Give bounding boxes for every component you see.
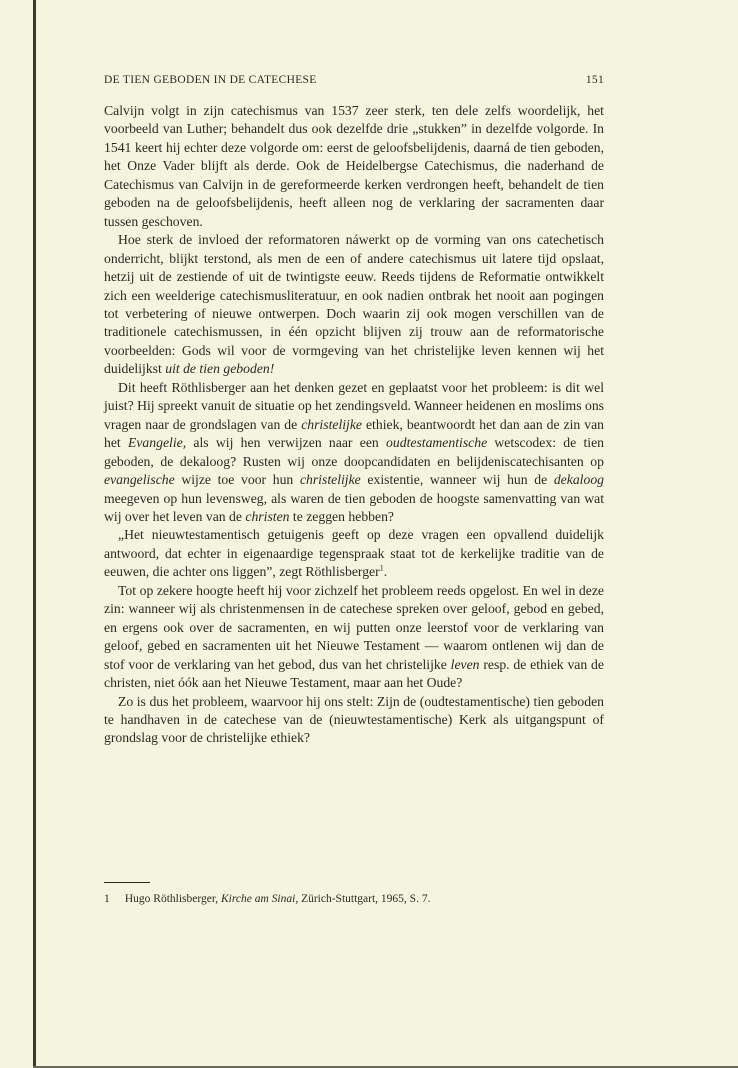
text-run: Tot op zekere hoogte heeft hij voor zichzelf het probleem reeds opgelost. En wel in deze zin: wanneer wij als christenmensen in de catechese spreken over geloof, gebod en gebed, en ergens ook over de sacramenten, en wij putten onze leerstof voor de verklaring van geloof, gebed en sacramenten uit het Nieuwe Testament — waarom ontlenen wij dan de stof voor de verklaring van het gebod, dus van het christelijke — [104, 582, 604, 672]
footnote-number: 1 — [104, 893, 110, 905]
footnote-title: Kirche am Sinai, — [221, 893, 299, 905]
running-title: DE TIEN GEBODEN IN DE CATECHESE — [104, 74, 317, 86]
text-run: als wij hen verwijzen naar een — [186, 435, 387, 451]
text-run: Dit heeft Röthlisberger aan het denken gezet en geplaatst voor het probleem: is dit wel juist? Hij spreekt vanuit de situatie op het zendingsveld. Wanneer heidenen en moslims ons vragen naar de grondslagen van de — [104, 379, 604, 432]
scan-left-edge — [33, 0, 36, 1068]
paragraph-3 — [104, 379, 604, 527]
emphasis-text: christen — [245, 508, 290, 524]
paragraph-6 — [104, 693, 604, 748]
text-run: existentie, wanneer wij hun de — [360, 472, 554, 488]
emphasis-text: leven — [450, 656, 480, 672]
paragraph-1 — [104, 102, 604, 231]
emphasis-text: christelijke — [299, 472, 361, 488]
emphasis-text: evangelische — [104, 472, 175, 488]
text-run: Calvijn volgt in zijn catechismus van 1537 zeer sterk, ten dele zelfs woordelijk, het voorbeeld van Luther; behandelt dus ook dezelfde drie „stukken” in dezelfde volgorde. In 1541 keert hij echter deze volgorde om: eerst de geloofsbelijdenis, daarná de tien geboden, het Onze Vader blijft als derde. Ook de Heidelbergse Catechismus, die naderhand de Catechismus van Calvijn in de gereformeerde kerken verdrongen heeft, behandelt de tien geboden na de geloofsbelijdenis, heeft alleen nog de verklaring der sacramenten daar tussen geschoven. — [104, 103, 604, 229]
paragraph-4 — [104, 526, 604, 581]
text-run: te zeggen hebben? — [289, 508, 395, 524]
footnote-reference: 1 — [379, 563, 384, 573]
paragraph-2 — [104, 231, 604, 379]
running-header — [104, 74, 604, 94]
paragraph-5 — [104, 582, 604, 693]
body-text — [104, 102, 604, 748]
footnote-rule — [104, 882, 150, 883]
text-run: meegeven op hun levensweg, als waren de tien geboden de hoogste samenvatting van wat wij over het leven van de — [104, 490, 604, 524]
text-run: „Het nieuwtestamentisch getuigenis geeft op deze vragen een opvallend duidelijk antwoord, dat echter in eigenaardige tegenspraak staat tot de kerkelijke traditie van de eeuwen, die achter ons liggen”, zegt Röthlisberger — [104, 527, 604, 580]
text-run: . — [383, 564, 388, 580]
footnote-author: Hugo Röthlisberger, — [124, 893, 219, 905]
page-number: 151 — [585, 74, 604, 86]
emphasis-text: uit de tien geboden! — [165, 361, 275, 377]
text-run: Hoe sterk de invloed der reformatoren náwerkt op de vorming van ons catechetisch onderricht, blijkt terstond, als men de een of andere catechismus uit latere tijd opslaat, hetzij uit de zestiende of uit de twintigste eeuw. Reeds tijdens de Reformatie ontwikkelt zich een weelderige catechismusliteratuur, en ook nadien ontbrak het nooit aan pogingen tot verbetering of nieuwe ontwerpen. Doch waarin zij ook mogen verschillen van de traditionele catechismussen, in één opzicht blijven zij trouw aan de reformatorische voorbeelden: Gods wil voor de vormgeving van het christelijke leven kennen wij het duidelijkst — [104, 232, 604, 377]
text-run: resp. de ethiek van de christen, niet óók aan het Nieuwe Testament, maar aan het Oude? — [104, 656, 604, 691]
footnote-rest: Zürich-Stuttgart, 1965, S. 7. — [301, 893, 431, 905]
page-content — [104, 74, 604, 748]
emphasis-text: christelijke — [301, 416, 362, 432]
text-run: wijze toe voor hun — [174, 472, 300, 488]
text-run: Zo is dus het probleem, waarvoor hij ons stelt: Zijn de (oudtestamentische) tien geboden te handhaven in de catechese van de (nieuwtestamentische) Kerk als uitgangspunt of grondslag voor de christelijke ethiek? — [104, 693, 604, 746]
text-run: ethiek, beantwoordt het dan aan de zin van het — [104, 416, 605, 451]
emphasis-text: oudtestamentische — [386, 435, 488, 451]
emphasis-text: Evangelie, — [128, 435, 187, 451]
text-run: wetscodex: de tien geboden, de dekaloog? Rusten wij onze doopcandidaten en belijdeniscatechisanten op — [104, 435, 604, 469]
footnote — [104, 892, 604, 906]
emphasis-text: dekaloog — [553, 472, 605, 488]
